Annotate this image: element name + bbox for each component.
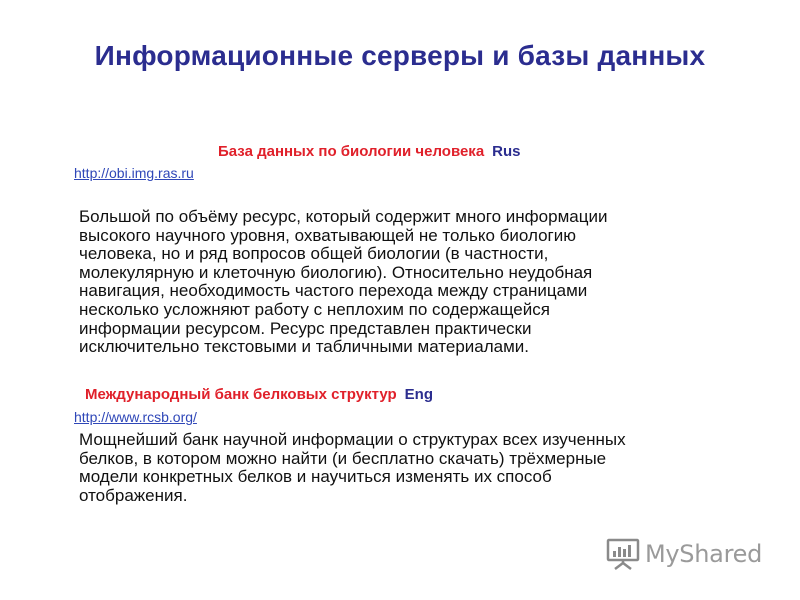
resource-link-2[interactable]: http://www.rcsb.org/ bbox=[74, 409, 197, 425]
watermark bbox=[606, 536, 766, 572]
description-line: несколько усложняют работу с неплохим по содержащейся bbox=[79, 299, 550, 319]
watermark-text: MyShared bbox=[645, 540, 763, 568]
resource-heading-2 bbox=[85, 386, 433, 403]
resource-language: Rus bbox=[492, 143, 521, 160]
resource-language: Eng bbox=[404, 386, 433, 403]
slide-title: Информационные серверы и базы данных bbox=[94, 40, 706, 71]
description-line: информации ресурсом. Ресурс представлен практически bbox=[79, 318, 532, 338]
description-line: Мощнейший банк научной информации о структурах всех изученных bbox=[79, 430, 626, 449]
description-line: отображения. bbox=[79, 485, 188, 505]
resource-name: База данных по биологии человека bbox=[218, 143, 485, 160]
resource-heading-1 bbox=[218, 143, 521, 160]
resource-description-2 bbox=[79, 431, 626, 505]
description-line: исключительно текстовыми и табличными материалами. bbox=[79, 337, 530, 357]
description-line: навигация, необходимость частого перехода между страницами bbox=[79, 281, 588, 301]
description-line: модели конкретных белков и научиться изменять их способ bbox=[79, 467, 552, 487]
description-line: белков, в котором можно найти (и бесплатно скачать) трёхмерные bbox=[79, 448, 607, 468]
resource-name: Международный банк белковых структур bbox=[85, 386, 397, 403]
resource-link-1[interactable]: http://obi.img.ras.ru bbox=[74, 165, 194, 181]
description-line: высокого научного уровня, охватывающей не только биологию bbox=[79, 225, 576, 245]
presentation-board-icon bbox=[606, 537, 640, 571]
description-line: молекулярную и клеточную биологию). Относительно неудобная bbox=[79, 262, 593, 282]
resource-description-1 bbox=[79, 208, 607, 357]
description-line: человека, но и ряд вопросов общей биологии (в частности, bbox=[79, 244, 549, 264]
description-line: Большой по объёму ресурс, который содержит много информации bbox=[79, 207, 608, 226]
